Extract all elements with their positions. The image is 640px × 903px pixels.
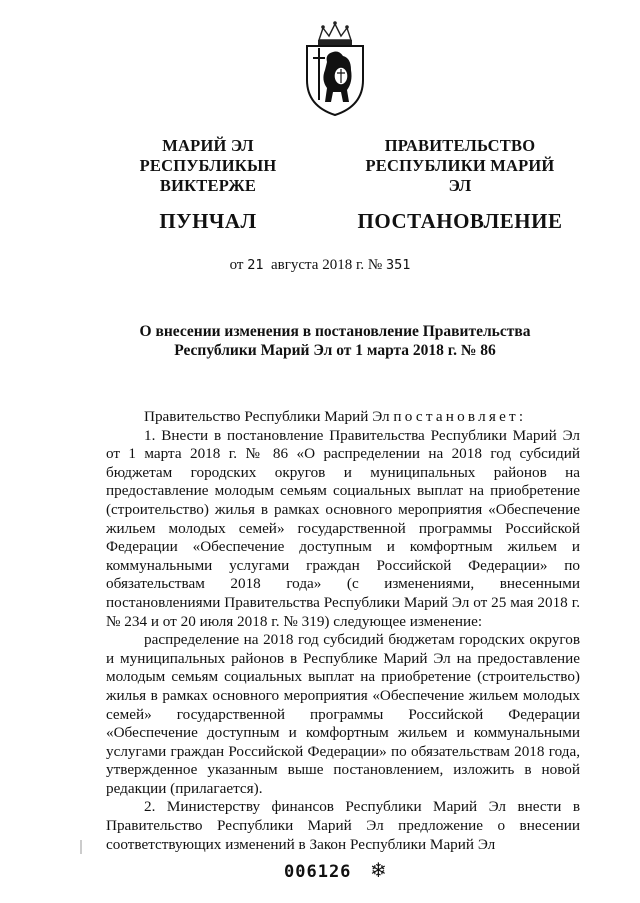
- date-day: 21: [247, 257, 264, 273]
- header-russian-block: [354, 136, 566, 234]
- header-right-line2: РЕСПУБЛИКИ МАРИЙ ЭЛ: [365, 156, 555, 195]
- lead-prefix: Правительство Республики Марий Эл: [144, 408, 390, 425]
- decree-date-line: [0, 257, 640, 274]
- decree-number: 351: [385, 257, 411, 273]
- decree-title-line1: О внесении изменения в постановление Правительства: [139, 323, 531, 340]
- decree-body: [106, 408, 580, 854]
- coat-of-arms-emblem: [301, 18, 369, 118]
- snowflake-mark-icon: ❄: [370, 860, 387, 882]
- header-left-line1: МАРИЙ ЭЛ РЕСПУБЛИКЫН: [139, 136, 277, 175]
- document-serial-number: 006126: [284, 862, 352, 882]
- lead-spaced-verb: постановляет:: [393, 408, 527, 425]
- header-left-title: ПУНЧАЛ: [159, 209, 257, 233]
- paragraph-1: 1. Внести в постановление Правительства Республики Марий Эл от 1 марта 2018 г. № 86 «О распределении на 2018 год субсидий бюджетам городских округов и муниципальных районов на предоставление молодым семьям социальных выплат на приобретение (строительство) жилья в рамках основного мероприятия «Обеспечение жильем молодых семей» государственной программы Российской Федерации «Обеспечение доступным и комфортным жильем и коммунальными услугами граждан Российской Федерации» по обязательствам 2018 года» (с изменениями, внесенными постановлениями Правительства Республики Марий Эл от 25 мая 2018 г. № 234 и от 20 июля 2018 г. № 319) следующее изменение:: [106, 426, 580, 630]
- lead-paragraph: [106, 408, 580, 427]
- paragraph-2: распределение на 2018 год субсидий бюджетам городских округов и муниципальных районов в Республике Марий Эл на предоставление молодым семьям социальных выплат на приобретение (строительство) жилья в рамках основного мероприятия «Обеспечение жильем молодых семей» государственной программы Российской Федерации «Обеспечение доступным и комфортным жильем и коммунальными услугами граждан Российской Федерации» по обязательствам 2018 года, утвержденное указанным выше постановлением, изложить в новой редакции (прилагается).: [106, 631, 580, 797]
- header-left-line2: ВИКТЕРЖЕ: [159, 176, 257, 195]
- header-right-title: ПОСТАНОВЛЕНИЕ: [357, 209, 563, 233]
- date-prefix: от: [229, 257, 244, 273]
- decree-title-line2: Республики Марий Эл от 1 марта 2018 г. № 86: [174, 342, 496, 359]
- decree-title: [100, 322, 570, 360]
- scan-edge-mark: [80, 840, 82, 854]
- header-marii-block: [92, 136, 324, 234]
- header-right-line1: ПРАВИТЕЛЬСТВО: [384, 136, 536, 155]
- date-month-year: августа 2018 г. №: [271, 257, 383, 273]
- paragraph-3: 2. Министерству финансов Республики Марий Эл внести в Правительство Республики Марий Эл предложение о внесении соответствующих изменений в Закон Республики Марий Эл: [106, 798, 580, 853]
